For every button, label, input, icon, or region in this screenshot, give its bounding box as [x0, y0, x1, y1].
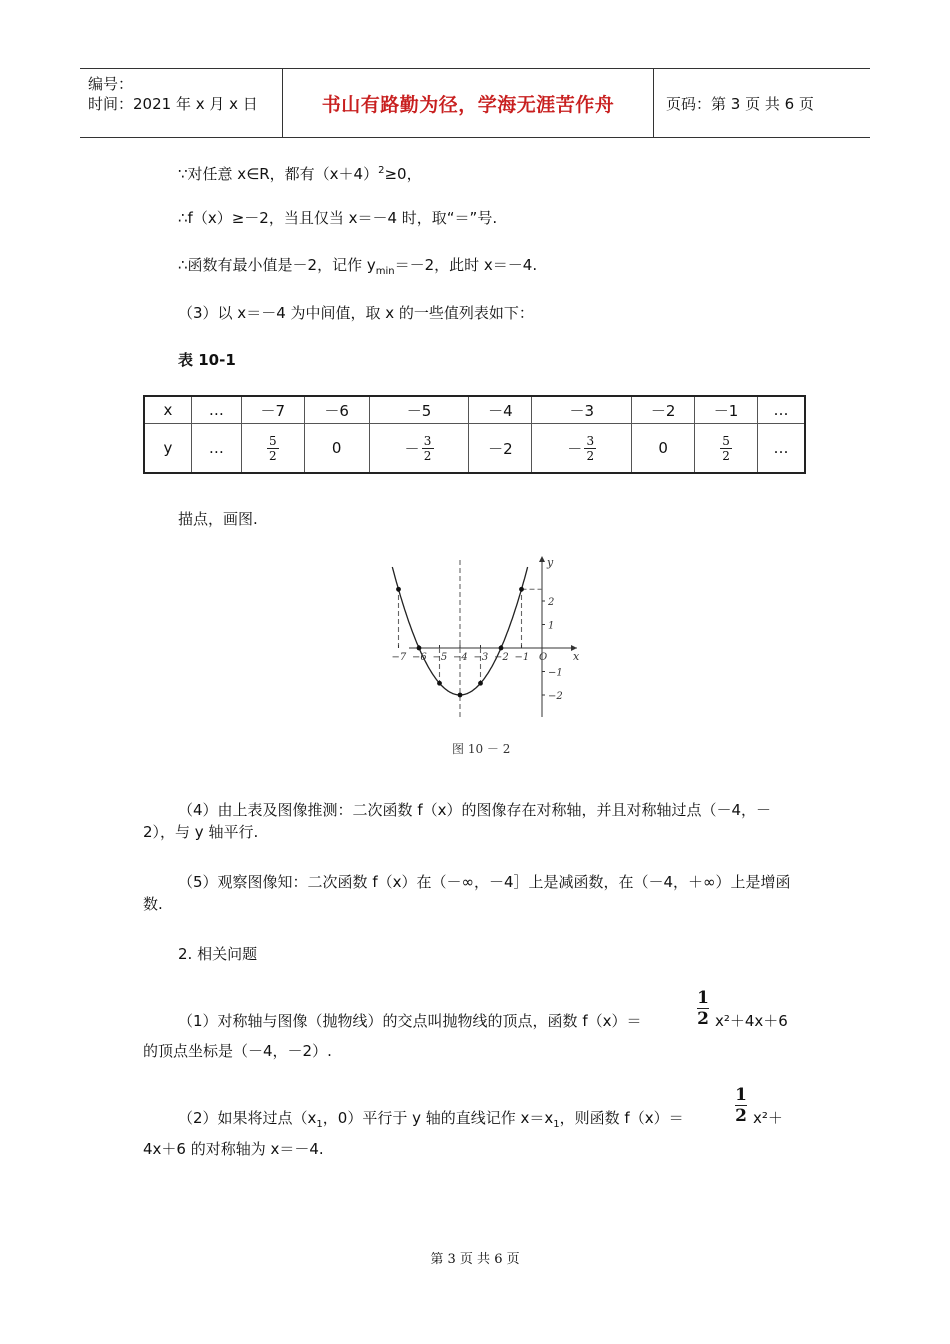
question-2-e: 4x＋6 的对称轴为 x＝－4. — [143, 1140, 324, 1158]
chart-caption: 图 10 － 2 — [452, 742, 511, 756]
data-point — [478, 681, 483, 686]
q2-sub1: 1 — [316, 1119, 323, 1130]
header-meta — [80, 69, 283, 137]
x-tick-label: O — [539, 652, 548, 663]
fraction-numerator: 5 — [268, 433, 277, 448]
frac-num: 1 — [697, 988, 709, 1008]
x-tick-label: −6 — [412, 652, 427, 663]
table-cell-y — [369, 424, 469, 474]
data-point — [396, 587, 401, 592]
table-cell-x: －7 — [241, 396, 304, 424]
negative-sign: － — [404, 439, 420, 458]
table-cell-x: … — [758, 396, 805, 424]
value-table — [143, 395, 806, 474]
table-header-y: y — [144, 424, 191, 474]
line-3-b: ＝－2，此时 x＝－4. — [394, 256, 538, 274]
table-cell-y: … — [191, 424, 241, 474]
date-label: 时间：2021 年 x 月 x 日 — [88, 95, 258, 113]
q2-a: （2）如果将过点（x — [178, 1109, 317, 1127]
table-cell-x: －1 — [695, 396, 758, 424]
table-header-x: x — [144, 396, 191, 424]
fraction-denominator: 2 — [722, 448, 730, 463]
line-1-sup: 2 — [378, 165, 385, 176]
negative-sign: － — [567, 439, 583, 458]
fraction — [422, 435, 434, 462]
table-title: 表 10-1 — [178, 351, 236, 369]
x-tick-label: −7 — [391, 652, 407, 663]
line-3 — [178, 254, 537, 283]
table-cell-y: … — [758, 424, 805, 474]
y-tick-label: −2 — [548, 691, 563, 702]
data-point — [437, 681, 442, 686]
page-footer: 第 3 页 共 6 页 — [430, 1252, 520, 1267]
fraction-denominator: 2 — [586, 448, 595, 463]
parabola-chart — [391, 552, 595, 722]
question-2-d: x²＋ — [753, 1109, 783, 1127]
frac-den: 2 — [735, 1106, 747, 1126]
page-header — [80, 68, 870, 138]
line-2: ∴f（x）≥－2，当且仅当 x＝－4 时，取“＝”号. — [178, 209, 498, 227]
header-page-cell — [654, 69, 870, 137]
page-info: 页码：第 3 页 共 6 页 — [666, 94, 814, 113]
table-row-y — [144, 424, 805, 474]
line-1-tail: ≥0， — [384, 165, 422, 183]
fraction-denominator: 2 — [268, 448, 277, 463]
data-point — [417, 646, 422, 651]
line-1 — [178, 160, 422, 185]
question-1-c: 的顶点坐标是（－4，－2）. — [143, 1042, 332, 1060]
data-point — [499, 646, 504, 651]
frac-num: 1 — [735, 1085, 747, 1105]
table-cell-y — [695, 424, 758, 474]
x-tick-label: −4 — [453, 652, 468, 663]
table-cell-x: －3 — [532, 396, 632, 424]
header-motto-cell — [283, 69, 654, 137]
fraction-one-half — [697, 990, 709, 1027]
y-axis-arrow — [539, 556, 545, 562]
table-cell-x: －4 — [469, 396, 532, 424]
fraction-numerator: 5 — [722, 433, 730, 448]
table-cell-x: … — [191, 396, 241, 424]
number-label: 编号： — [88, 75, 134, 93]
fraction-one-half-2 — [735, 1087, 747, 1124]
line-4: （3）以 x＝－4 为中间值，取 x 的一些值列表如下： — [178, 304, 534, 322]
x-tick-label: −1 — [514, 652, 530, 663]
line-1-text: ∵对任意 x∈R，都有（x＋4） — [178, 165, 379, 183]
fraction-numerator: 3 — [586, 433, 595, 448]
table-row-x — [144, 396, 805, 424]
y-tick-label: 2 — [548, 597, 555, 608]
x-axis-label: x — [573, 650, 580, 663]
y-axis-label: y — [547, 556, 554, 569]
y-tick-label: 1 — [548, 620, 555, 632]
line-3-a: ∴函数有最小值是－2，记作 y — [178, 256, 376, 274]
frac-den: 2 — [697, 1009, 709, 1029]
paragraph-5: （5）观察图像知：二次函数 f（x）在（－∞，－4］上是减函数，在（－4，＋∞）上是增函数. — [143, 873, 791, 913]
y-tick-label: −1 — [548, 667, 563, 679]
data-point — [519, 587, 524, 592]
table-cell-y — [532, 424, 632, 474]
fraction-numerator: 3 — [423, 433, 432, 448]
table-cell-x: －5 — [369, 396, 469, 424]
fraction-denominator: 2 — [423, 448, 432, 463]
fraction — [584, 435, 596, 462]
section-2-title: 2. 相关问题 — [178, 945, 258, 963]
q2-b: ，0）平行于 y 轴的直线记作 x＝x — [322, 1109, 554, 1127]
fraction — [267, 435, 279, 462]
question-1-b: x²＋4x＋6 — [715, 1012, 788, 1030]
table-cell-y: 0 — [632, 424, 695, 474]
x-tick-label: −3 — [473, 652, 489, 663]
fraction — [720, 435, 732, 462]
question-1-a: （1）对称轴与图像（抛物线）的交点叫抛物线的顶点，函数 f（x）＝ — [178, 1012, 642, 1030]
x-tick-label: −5 — [432, 652, 448, 663]
line-3-sub: min — [375, 266, 395, 277]
table-cell-y: －2 — [469, 424, 532, 474]
question-2-a — [178, 1107, 684, 1136]
plot-instruction: 描点，画图. — [178, 510, 258, 528]
table-cell-y: 0 — [304, 424, 369, 474]
motto: 书山有路勤为径，学海无涯苦作舟 — [321, 93, 615, 116]
q2-c: ，则函数 f（x）＝ — [559, 1109, 684, 1127]
table-cell-x: －2 — [632, 396, 695, 424]
data-point — [458, 693, 463, 698]
paragraph-4: （4）由上表及图像推测：二次函数 f（x）的图像存在对称轴，并且对称轴过点（－4，－2），与 y 轴平行. — [143, 801, 772, 841]
q2-sub2: 1 — [553, 1119, 560, 1130]
table-cell-y — [241, 424, 304, 474]
table-cell-x: －6 — [304, 396, 369, 424]
x-tick-label: −2 — [494, 652, 509, 663]
